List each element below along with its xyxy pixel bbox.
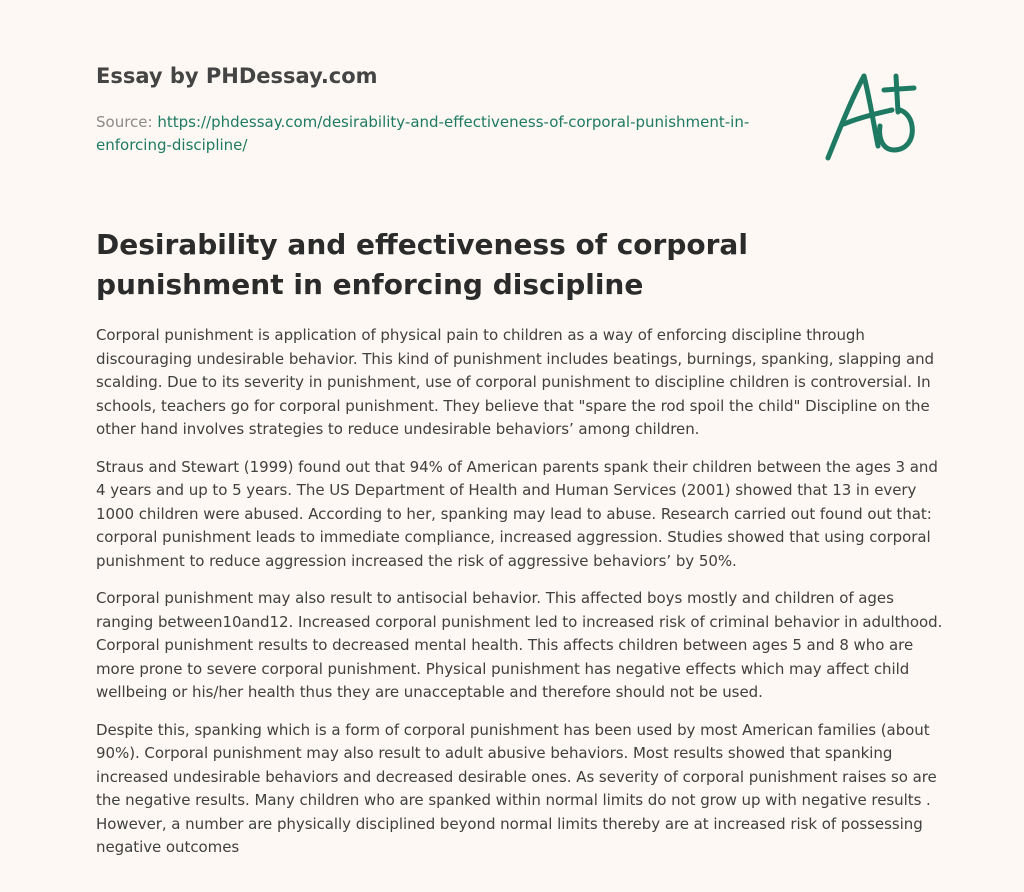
source-label: Source: [96, 113, 158, 131]
site-title: Essay by PHDessay.com [96, 64, 378, 88]
essay-body [96, 324, 946, 874]
essay-paragraph: Despite this, spanking which is a form of corporal punishment has been used by most American families (about 90%). Corporal punishment may also result to adult abusive behaviors. Most results showed that spanking increased undesirable behaviors and decreased desirable ones. As severity of corporal punishment raises so are the negative results. Many children who are spanked within normal limits do not grow up with negative results . However, a number are physically disciplined beyond normal limits thereby are at increased risk of possessing negative outcomes [96, 720, 937, 856]
a-plus-grade-icon [818, 66, 930, 166]
essay-paragraph: Corporal punishment may also result to antisocial behavior. This affected boys mostly and children of ages ranging between10and12. Increased corporal punishment led to increased risk of criminal behavior in adulthood. Corporal punishment results to decreased mental health. This affects children between ages 5 and 8 who are more prone to severe corporal punishment. Physical punishment has negative effects which may affect child wellbeing or his/her health thus they are unacceptable and therefore should not be used. [96, 589, 943, 701]
essay-title: Desirability and effectiveness of corporal punishment in enforcing discipline [96, 228, 748, 301]
source-link[interactable]: https://phdessay.com/desirability-and-effectiveness-of-corporal-punishment-in-enforcing-discipline/ [96, 113, 750, 154]
essay-paragraph: Straus and Stewart (1999) found out that 94% of American parents spank their children between the ages 3 and 4 years and up to 5 years. The US Department of Health and Human Services (2001) showed that 13 in every 1000 children were abused. According to her, spanking may lead to abuse. Research carried out found out that: corporal punishment leads to immediate compliance, increased aggression. Studies showed that using corporal punishment to reduce aggression increased the risk of aggressive behaviors’ by 50%. [96, 457, 938, 570]
essay-paragraph: Corporal punishment is application of physical pain to children as a way of enforcing discipline through discouraging undesirable behavior. This kind of punishment includes beatings, burnings, spanking, slapping and scalding. Due to its severity in punishment, use of corporal punishment to discipline children is controversial. In schools, teachers go for corporal punishment. They believe that "spare the rod spoil the child" Discipline on the other hand involves strategies to reduce undesirable behaviors’ among children. [96, 326, 935, 438]
source-line [96, 111, 786, 157]
